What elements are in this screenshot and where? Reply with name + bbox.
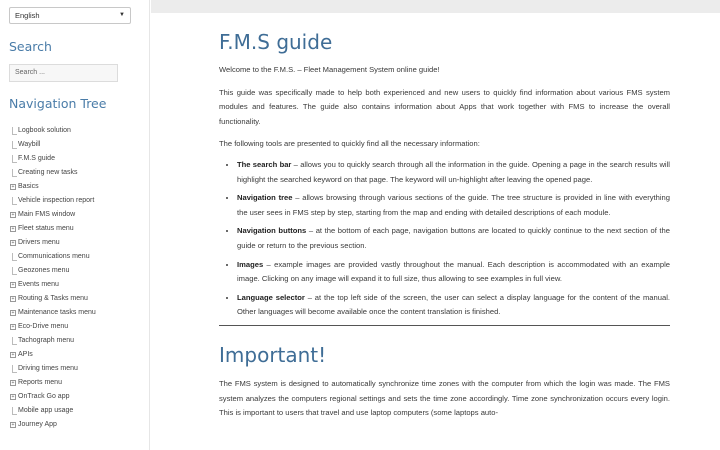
- tools-list-item: [237, 291, 670, 320]
- tool-description: – at the top left side of the screen, the user can select a display language for the content of the manual. Other languages will become available once the content translation is finished.: [237, 292, 670, 317]
- search-input[interactable]: [9, 64, 118, 82]
- tree-item[interactable]: [9, 236, 149, 250]
- search-heading: Search: [9, 39, 52, 54]
- tree-item[interactable]: [9, 320, 149, 334]
- tools-list-item: [237, 191, 670, 220]
- tool-name: Navigation buttons: [237, 226, 307, 236]
- expand-icon[interactable]: +: [11, 282, 15, 288]
- tree-item-label: Logbook solution: [18, 127, 71, 134]
- tree-item[interactable]: [9, 222, 149, 236]
- tool-name: Images: [237, 259, 264, 269]
- tree-line-icon: [12, 127, 17, 135]
- tools-list-item: [237, 224, 670, 253]
- tree-item-label: Tachograph menu: [18, 337, 75, 344]
- tree-item[interactable]: [9, 152, 149, 166]
- expand-icon[interactable]: +: [11, 212, 15, 218]
- tree-item[interactable]: [9, 250, 149, 264]
- expand-icon[interactable]: +: [11, 240, 15, 246]
- tree-line-icon: [12, 155, 17, 163]
- tree-item-label: F.M.S guide: [18, 155, 55, 162]
- tree-item-label: Communications menu: [18, 253, 90, 260]
- tool-name: Navigation tree: [237, 193, 293, 203]
- expand-icon[interactable]: +: [11, 394, 15, 400]
- expand-icon[interactable]: +: [11, 184, 15, 190]
- tree-item-label: OnTrack Go app: [18, 393, 70, 400]
- tree-item-label: Driving times menu: [18, 365, 78, 372]
- language-select-value: English: [15, 11, 40, 20]
- important-paragraph: The FMS system is designed to automatically synchronize time zones with the computer from which the login was made. The FMS system analyzes the computers regional settings and sets the time zone accordingly. Time zone synchronization occurs every login. This is important to users that travel and use laptop computers (some laptops auto-: [219, 378, 670, 418]
- tree-line-icon: [12, 365, 17, 373]
- tree-item-label: Journey App: [18, 421, 57, 428]
- tree-item-label: Waybill: [18, 141, 41, 148]
- intro-paragraph: This guide was specifically made to help both experienced and new users to quickly find information about various FMS system modules and features. The guide also contains information about Apps that work together with FMS to increase the overall functionality.: [219, 87, 670, 126]
- divider: [219, 325, 670, 326]
- important-heading: Important!: [219, 342, 327, 367]
- expand-icon[interactable]: +: [11, 296, 15, 302]
- tool-description: – allows you to quickly search through all the information in the guide. Opening a page in the search results will highlight the searched keyword on that page. The keyword will un-highlight after leaving the opened page.: [237, 159, 670, 184]
- tools-list-item: [237, 158, 670, 187]
- tree-item-label: Basics: [18, 183, 39, 190]
- navigation-tree: [9, 124, 149, 432]
- tree-item[interactable]: [9, 376, 149, 390]
- tree-item[interactable]: [9, 306, 149, 320]
- expand-icon[interactable]: +: [11, 352, 15, 358]
- tree-item-label: Mobile app usage: [18, 407, 74, 414]
- tree-item[interactable]: [9, 180, 149, 194]
- tree-item[interactable]: [9, 166, 149, 180]
- tools-list-item: [237, 258, 670, 287]
- tree-item[interactable]: [9, 348, 149, 362]
- tree-item-label: Eco-Drive menu: [18, 323, 69, 330]
- tree-line-icon: [12, 253, 17, 261]
- tree-line-icon: [12, 337, 17, 345]
- tree-item-label: Main FMS window: [18, 211, 76, 218]
- tree-item[interactable]: [9, 138, 149, 152]
- tree-item[interactable]: [9, 278, 149, 292]
- tree-item-label: Events menu: [18, 281, 59, 288]
- sidebar: [0, 0, 150, 450]
- tree-item[interactable]: [9, 362, 149, 376]
- tree-item-label: APIs: [18, 351, 33, 358]
- expand-icon[interactable]: +: [11, 310, 15, 316]
- tools-intro: The following tools are presented to quickly find all the necessary information:: [219, 139, 480, 149]
- tree-line-icon: [12, 169, 17, 177]
- tree-item[interactable]: [9, 194, 149, 208]
- tool-name: Language selector: [237, 292, 305, 302]
- tree-item[interactable]: [9, 208, 149, 222]
- search-placeholder: Search ...: [15, 69, 45, 76]
- tree-item[interactable]: [9, 404, 149, 418]
- language-select[interactable]: [9, 7, 131, 24]
- expand-icon[interactable]: +: [11, 422, 15, 428]
- tree-line-icon: [12, 267, 17, 275]
- tree-item[interactable]: [9, 390, 149, 404]
- tree-item-label: Reports menu: [18, 379, 62, 386]
- main-content: [151, 13, 720, 450]
- navigation-tree-heading: Navigation Tree: [9, 96, 107, 111]
- article: [219, 13, 670, 421]
- tree-item[interactable]: [9, 264, 149, 278]
- chevron-down-icon: ▼: [119, 12, 125, 18]
- tree-line-icon: [12, 407, 17, 415]
- tools-list: [219, 158, 670, 320]
- tool-description: – allows browsing through various sections of the guide. The tree structure is provided in line with everything the user sees in FMS step by step, starting from the map and ending with detailed descriptions of each module.: [237, 193, 670, 217]
- tree-item[interactable]: [9, 418, 149, 432]
- tree-item[interactable]: [9, 334, 149, 348]
- tree-item[interactable]: [9, 124, 149, 138]
- expand-icon[interactable]: +: [11, 380, 15, 386]
- page-title: F.M.S guide: [219, 30, 333, 54]
- tree-item-label: Fleet status menu: [18, 225, 74, 232]
- welcome-text: Welcome to the F.M.S. – Fleet Management System online guide!: [219, 65, 440, 74]
- expand-icon[interactable]: +: [11, 324, 15, 330]
- tree-item-label: Creating new tasks: [18, 169, 78, 176]
- top-bar: [151, 0, 720, 13]
- expand-icon[interactable]: +: [11, 226, 15, 232]
- tool-description: – at the bottom of each page, navigation buttons are located to quickly continue to the next section of the guide or return to the previous section.: [237, 226, 670, 250]
- tree-item-label: Geozones menu: [18, 267, 70, 274]
- tool-name: The search bar: [237, 159, 292, 169]
- tool-description: – example images are provided vastly throughout the manual. Each description is accommodated with an example image. Clicking on any image will expand it to full size, thus allowing to see examples in full view.: [237, 259, 670, 284]
- tree-line-icon: [12, 141, 17, 149]
- tree-line-icon: [12, 197, 17, 205]
- tree-item[interactable]: [9, 292, 149, 306]
- tree-item-label: Vehicle inspection report: [18, 197, 95, 204]
- tree-item-label: Routing & Tasks menu: [18, 295, 88, 302]
- tree-item-label: Maintenance tasks menu: [18, 309, 96, 316]
- tree-item-label: Drivers menu: [18, 239, 60, 246]
